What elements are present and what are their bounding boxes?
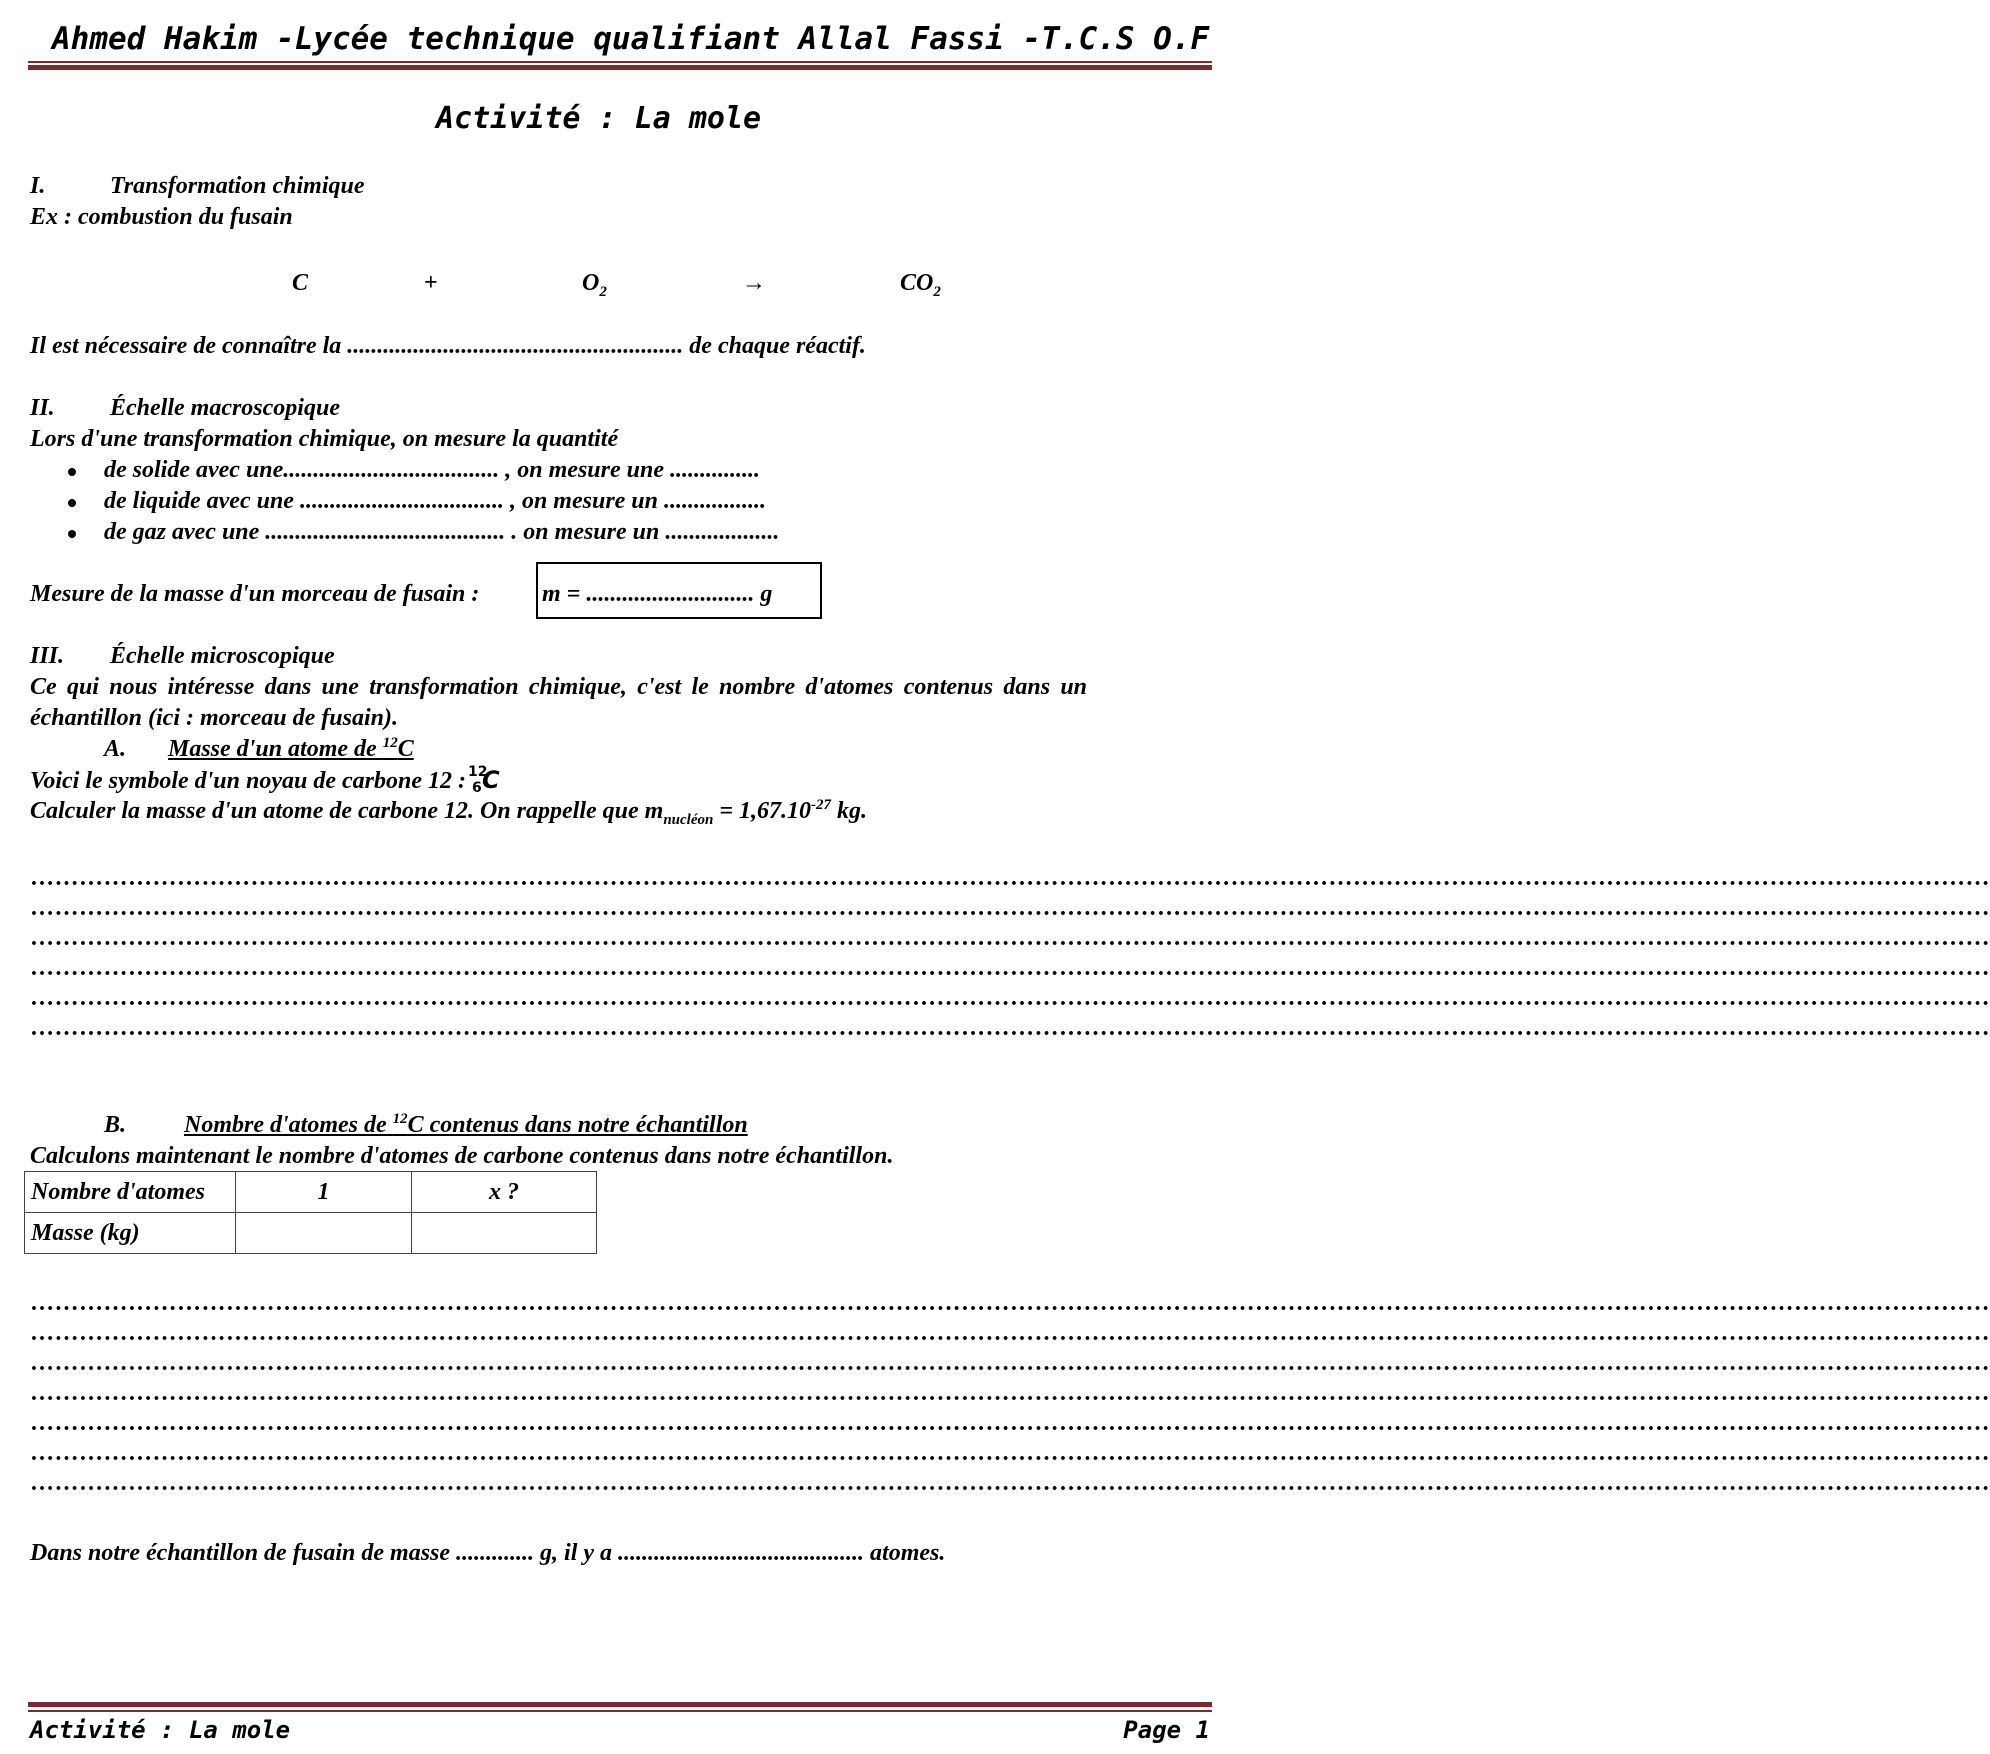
section1-sentence: Il est nécessaire de connaître la ........................................................ de chaque réactif. <box>30 333 866 359</box>
co2-subscript: 2 <box>933 283 941 300</box>
page-number: Page 1 <box>1123 1716 1210 1744</box>
answer-line: …………………………………………………………………………………………………………………………………………………………………………………………………………………… <box>30 1470 1990 1496</box>
section1-numeral: I. <box>30 173 46 199</box>
footer-rule-thin <box>28 1710 1212 1712</box>
answer-line: …………………………………………………………………………………………………………………………………………………………………………………………………………………… <box>30 1350 1990 1376</box>
subB-heading <box>184 1113 748 1137</box>
table-row <box>25 1213 597 1254</box>
section3-para-line2: échantillon (ici : morceau de fusain). <box>30 705 398 731</box>
section3-numeral: III. <box>30 643 65 669</box>
subA-heading <box>168 737 414 761</box>
nuclide-element: C <box>481 766 500 794</box>
subB-heading-rest: C contenus dans notre échantillon <box>407 1112 748 1138</box>
bullet-dot <box>68 468 76 476</box>
calc-text: Calculer la masse d'un atome de carbone 12. On rappelle que m <box>30 798 664 824</box>
answer-line: …………………………………………………………………………………………………………………………………………………………………………………………………………………… <box>30 1440 1990 1466</box>
table-cell: x ? <box>412 1172 597 1213</box>
o2-symbol: O <box>582 270 600 296</box>
table-cell: Masse (kg) <box>25 1213 236 1254</box>
bullet-dot <box>68 530 76 538</box>
equation-product-co2 <box>900 270 941 300</box>
nucleus-symbol-text: Voici le symbole d'un noyau de carbone 12 : <box>30 768 466 794</box>
mass-label: Mesure de la masse d'un morceau de fusain : <box>30 581 480 607</box>
section1-heading: Transformation chimique <box>110 173 365 199</box>
table-cell[interactable] <box>236 1213 412 1254</box>
calc-text-end: kg. <box>831 798 868 824</box>
section2-numeral: II. <box>30 395 55 421</box>
answer-line: …………………………………………………………………………………………………………………………………………………………………………………………………………………… <box>30 925 1990 951</box>
subB-letter: B. <box>104 1112 127 1138</box>
section2-heading: Échelle macroscopique <box>110 395 340 421</box>
subA-heading-sup: 12 <box>382 735 398 751</box>
nucleus-symbol-line <box>30 764 500 796</box>
answer-line: …………………………………………………………………………………………………………………………………………………………………………………………………………………… <box>30 955 1990 981</box>
table-cell: Nombre d'atomes <box>25 1172 236 1213</box>
calc-sup: -27 <box>811 797 832 813</box>
bullet-liquide: de liquide avec une .................................. , on mesure un ................. <box>104 488 767 514</box>
subA-heading-el: C <box>397 736 414 762</box>
subA-heading-text: Masse d'un atome de <box>168 736 383 762</box>
nuclide-notation <box>466 764 488 796</box>
header-rule-thick <box>28 65 1212 70</box>
calc-sub: nucléon <box>663 811 714 828</box>
footer-title: Activité : La mole <box>30 1716 291 1744</box>
footer-rule-thick <box>28 1702 1212 1707</box>
equation-plus: + <box>424 270 438 296</box>
bullet-gaz: de gaz avec une ........................................ . on mesure un ................... <box>104 519 780 545</box>
answer-line: …………………………………………………………………………………………………………………………………………………………………………………………………………………… <box>30 865 1990 891</box>
page-title: Activité : La mole <box>436 101 762 136</box>
table-cell: 1 <box>236 1172 412 1213</box>
mass-table <box>24 1171 597 1254</box>
section2-intro: Lors d'une transformation chimique, on mesure la quantité <box>30 426 619 452</box>
subA-letter: A. <box>104 736 127 762</box>
equation-arrow: → <box>742 270 766 296</box>
mass-box-text: m = ............................ g <box>542 581 773 607</box>
calc-instruction <box>30 797 868 828</box>
subB-heading-sup: 12 <box>392 1111 408 1127</box>
answer-line: …………………………………………………………………………………………………………………………………………………………………………………………………………………… <box>30 1290 1990 1316</box>
o2-subscript: 2 <box>599 283 607 300</box>
table-row <box>25 1172 597 1213</box>
section3-heading: Échelle microscopique <box>110 643 335 669</box>
bullet-solide: de solide avec une.................................... , on mesure une ............... <box>104 457 760 483</box>
equation-reactant-c: C <box>292 270 309 296</box>
calc-text-mid: = 1,67.10 <box>713 798 812 824</box>
conclusion-sentence: Dans notre échantillon de fusain de masse ............. g, il y a ......................................... atomes. <box>30 1540 946 1566</box>
header-rule-thin <box>28 61 1212 63</box>
equation-reactant-o2 <box>582 270 607 300</box>
bullet-dot <box>68 499 76 507</box>
answer-line: …………………………………………………………………………………………………………………………………………………………………………………………………………………… <box>30 1015 1990 1041</box>
co2-symbol: CO <box>900 270 934 296</box>
nuclide-atomic-number: 6 <box>471 780 482 796</box>
table-cell[interactable] <box>412 1213 597 1254</box>
subB-intro: Calculons maintenant le nombre d'atomes de carbone contenus dans notre échantillon. <box>30 1143 894 1169</box>
answer-line: …………………………………………………………………………………………………………………………………………………………………………………………………………………… <box>30 985 1990 1011</box>
section1-example: Ex : combustion du fusain <box>30 204 293 230</box>
answer-line: …………………………………………………………………………………………………………………………………………………………………………………………………………………… <box>30 895 1990 921</box>
section3-para-line1: Ce qui nous intéresse dans une transformation chimique, c'est le nombre d'atomes contenus dans un <box>30 674 1088 700</box>
subB-heading-text: Nombre d'atomes de <box>184 1112 393 1138</box>
answer-line: …………………………………………………………………………………………………………………………………………………………………………………………………………………… <box>30 1320 1990 1346</box>
nuclide-mass-number: 12 <box>467 764 488 780</box>
answer-line: …………………………………………………………………………………………………………………………………………………………………………………………………………………… <box>30 1410 1990 1436</box>
answer-line: …………………………………………………………………………………………………………………………………………………………………………………………………………………… <box>30 1380 1990 1406</box>
header-title: Ahmed Hakim -Lycée technique qualifiant Allal Fassi -T.C.S O.F <box>52 21 1210 57</box>
